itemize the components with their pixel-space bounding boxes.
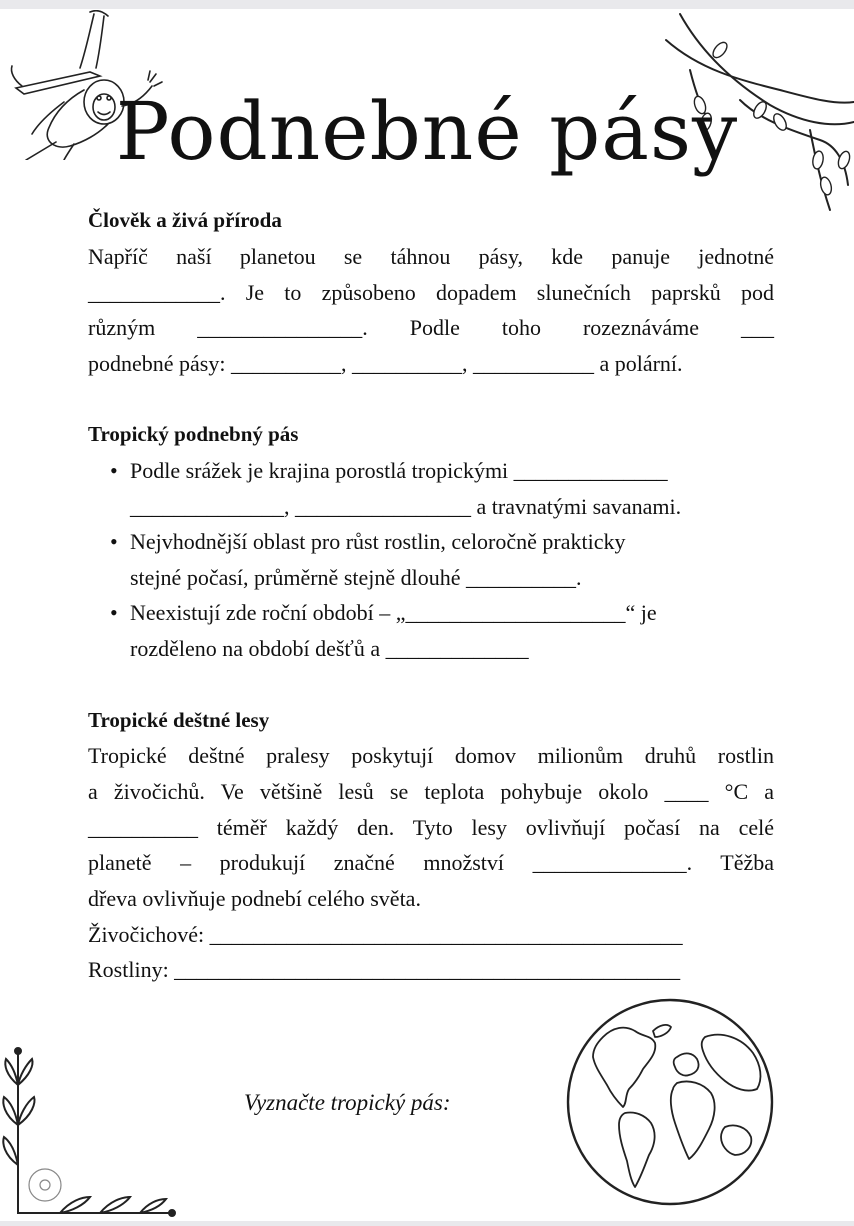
bullet-line: Nejvhodnější oblast pro růst rostlin, celoročně prakticky [130,529,626,554]
paragraph-line: Napříč naší planetou se táhnou pásy, kde panuje jednotné [88,244,774,269]
section-heading-people-nature: Člověk a živá příroda [88,208,282,232]
paragraph-line: a živočichů. Ve většině lesů se teplota pohybuje okolo ____ °C a [88,779,774,804]
plants-answer-line[interactable]: Rostliny: ______________________________________________ [88,957,681,982]
paragraph-line: různým _______________. Podle toho rozeznáváme ___ [88,315,774,340]
section-heading-rainforests: Tropické deštné lesy [88,708,270,732]
bullet-dot: • [110,529,118,554]
paragraph-line: dřeva ovlivňuje podnebí celého světa. [88,886,421,911]
bullet-line: ______________, ________________ a travnatými savanami. [130,493,682,519]
bullet-item [110,524,770,595]
bullet-line: rozděleno na období dešťů a _____________ [130,635,529,661]
globe-caption: Vyznačte tropický pás: [244,1090,451,1115]
bullet-list [110,453,770,666]
paragraph-line: ____________. Je to způsobeno dopadem slunečních paprsků pod [88,280,774,305]
bullet-line: Podle srážek je krajina porostlá tropickými ______________ [130,458,668,483]
section-heading-tropical-zone: Tropický podnebný pás [88,422,299,446]
paragraph-line: __________ téměř každý den. Tyto lesy ovlivňují počasí na celé [88,815,774,840]
bullet-line: Neexistují zde roční období – „____________________“ je [130,600,657,625]
bullet-dot: • [110,600,118,625]
paragraph-line: planetě – produkují značné množství ______________. Těžba [88,850,774,875]
paragraph-line: Tropické deštné pralesy poskytují domov milionům druhů rostlin [88,743,774,768]
globe-illustration [565,997,775,1207]
bullet-item [110,453,770,524]
bullet-dot: • [110,458,118,483]
paragraph-line: podnebné pásy: __________, __________, ___________ a polární. [88,351,683,376]
bullet-line: stejné počasí, průměrně stejně dlouhé __________. [130,564,582,590]
animals-answer-line[interactable]: Živočichové: ___________________________________________ [88,922,683,947]
page-title: Podnebné pásy [115,85,739,178]
plant-corner-illustration [0,1045,180,1225]
bullet-item [110,595,770,666]
